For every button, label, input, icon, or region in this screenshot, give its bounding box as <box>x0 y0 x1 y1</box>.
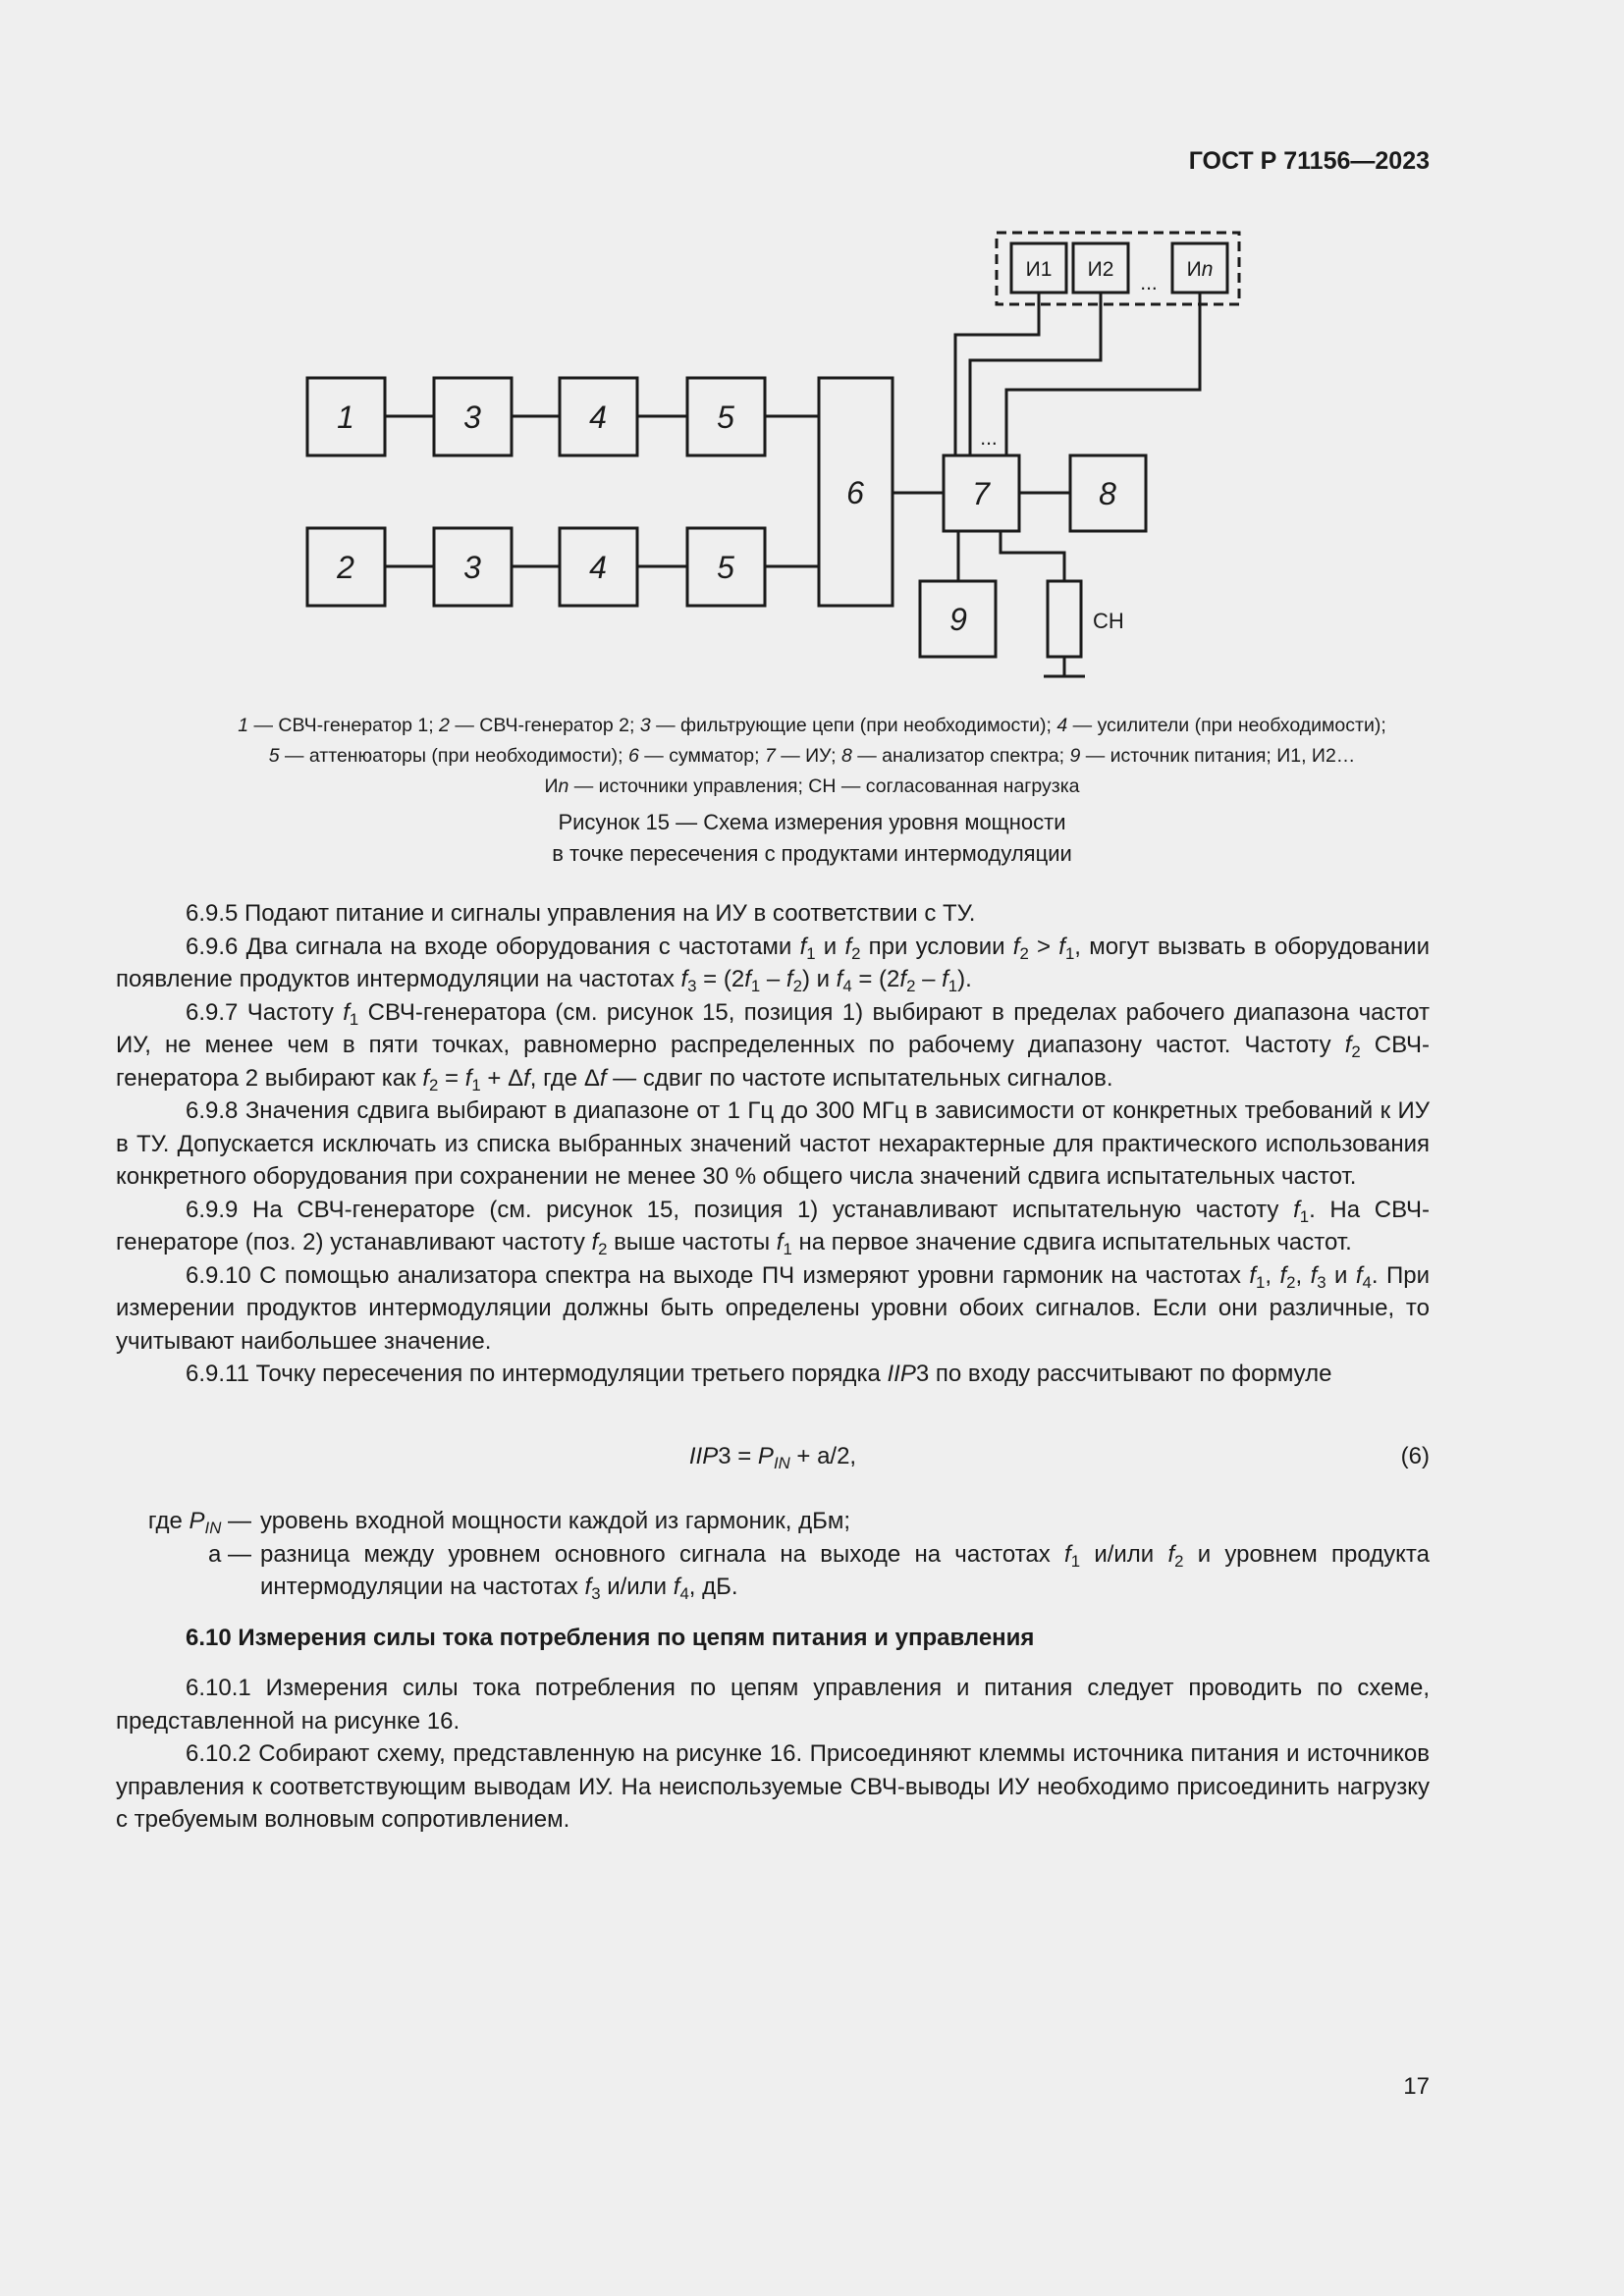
page-number: 17 <box>1403 2073 1430 2100</box>
paragraph-6-9-5: 6.9.5 Подают питание и сигналы управления на ИУ в соответствии с ТУ. <box>186 900 976 927</box>
paragraph-6-9-7: 6.9.7 Частоту $f_1$ СВЧ-генератора (см. рисунок 15, позиция 1) выбирают в пределах рабочего диапазона частот ИУ, не менее чем в пяти точках, равномерно распределенных по рабочему диапазону частот. Частоту $f_2$ СВЧ-генератора 2 выбирают как $f_2 = f_1 + \Delta f$, где Δf — сдвиг по частоте испытательных сигналов. <box>116 998 1430 1095</box>
formula-number: (6) <box>1400 1442 1430 1469</box>
paragraph-6-9-10: 6.9.10 С помощью анализатора спектра на выходе ПЧ измеряют уровни гармоник на частотах $f_1$, $f_2$, $f_3$ и $f_4$. При измерении продуктов интермодуляции должны быть определены уровни обоих сигналов. Если они различные, то учитывают наибольшее значение. <box>116 1261 1430 1355</box>
paragraph-6-10-1: 6.10.1 Измерения силы тока потребления по цепям управления и питания следует проводить по схеме, представленной на рисунке 16. <box>116 1675 1430 1735</box>
where-a <box>116 1538 1430 1604</box>
formula-expression: $IIP3 = P_{IN} + a/2$, <box>688 1442 857 1472</box>
block-2-label: 2 <box>337 550 354 585</box>
where-a-desc: разница между уровнем основного сигнала на выходе на частотах $f_1$ и/или $f_2$ и уровнем продукта интермодуляции на частотах $f_3$ и/или $f_4$, дБ. <box>260 1540 1430 1603</box>
block-5a-label: 5 <box>717 400 734 435</box>
block-4b-label: 4 <box>589 550 607 585</box>
figure-legend: 1 — СВЧ-генератор 1; 2 — СВЧ-генератор 2; 3 — фильтрующие цепи (при необходимости); 4 — усилители (при необходимости); 5 — аттенюаторы (при необходимости); 6 — сумматор; 7 — ИУ; 8 — анализатор спектра; 9 — источник питания; И1, И2… Иn — источники управления; СН — согласованная нагрузка <box>238 715 1386 797</box>
where-pin-desc: уровень входной мощности каждой из гармоник, дБм; <box>260 1507 851 1534</box>
paragraph-6-9-9: 6.9.9 На СВЧ-генераторе (см. рисунок 15, позиция 1) устанавливают испытательную частоту $f_1$. На СВЧ-генераторе (поз. 2) устанавливают частоту $f_2$ выше частоты $f_1$ на первое значение сдвига испытательных частот. <box>116 1196 1431 1258</box>
matched-load <box>1048 581 1081 657</box>
figure-caption <box>98 807 1526 870</box>
figure-15 <box>0 0 1624 707</box>
paragraph-6-9-8: 6.9.8 Значения сдвига выбирают в диапазоне от 1 Гц до 300 МГц в зависимости от конкретных требований к ИУ в ТУ. Допускается исключать из списка выбранных значений частот нехарактерные для практического использования конкретного оборудования при сохранении не менее 30 % общего числа значений сдвига испытательных частот. <box>116 1097 1430 1190</box>
paragraph-6-10-2: 6.10.2 Собирают схему, представленную на рисунке 16. Присоединяют клеммы источника питания и источников управления к соответствующим выводам ИУ. На неиспользуемые СВЧ-выводы ИУ необходимо присоединить нагрузку с требуемым волновым сопротивлением. <box>116 1740 1430 1833</box>
block-7-label: 7 <box>972 476 990 511</box>
body-text <box>116 897 1430 1837</box>
where-pin <box>116 1505 1430 1538</box>
where-a-term: a — <box>207 1540 251 1568</box>
block-8-label: 8 <box>1099 476 1116 511</box>
block-6-label: 6 <box>846 475 864 510</box>
paragraph-6-9-11: 6.9.11 Точку пересечения по интермодуляции третьего порядка IIP3 по входу рассчитывают по формуле <box>186 1361 1332 1387</box>
section-6-10-heading: 6.10 Измерения силы тока потребления по цепям питания и управления <box>186 1624 1035 1651</box>
block-4a-label: 4 <box>589 400 607 435</box>
source-2-label: И2 <box>1087 258 1114 281</box>
wires-ellipsis: ... <box>980 427 998 450</box>
block-9-label: 9 <box>949 602 967 637</box>
document-code: ГОСТ Р 71156—2023 <box>1188 147 1430 175</box>
block-1-label: 1 <box>337 400 354 435</box>
sources-ellipsis: ... <box>1140 272 1158 294</box>
caption-line-2: в точке пересечения с продуктами интермодуляции <box>552 841 1072 866</box>
formula-6 <box>116 1430 1430 1485</box>
measurement-scheme-diagram <box>0 0 1624 707</box>
caption-line-1: Рисунок 15 — Схема измерения уровня мощности <box>558 810 1066 834</box>
load-label: СН <box>1093 609 1124 633</box>
source-n-label: Иn <box>1186 258 1214 281</box>
paragraph-6-9-6: 6.9.6 Два сигнала на входе оборудования с частотами $f_1$ и $f_2$ при условии $f_2 > f_1$, могут вызвать в оборудовании появление продуктов интермодуляции на частотах $f_3 = (2f_1 - f_2)$ и $f_4 = (2f_2 - f_1)$. <box>116 933 1430 995</box>
where-pin-term: где $P_{IN}$ — <box>147 1507 251 1537</box>
block-3a-label: 3 <box>463 400 481 435</box>
source-1-label: И1 <box>1025 258 1053 281</box>
block-3b-label: 3 <box>463 550 481 585</box>
block-5b-label: 5 <box>717 550 734 585</box>
